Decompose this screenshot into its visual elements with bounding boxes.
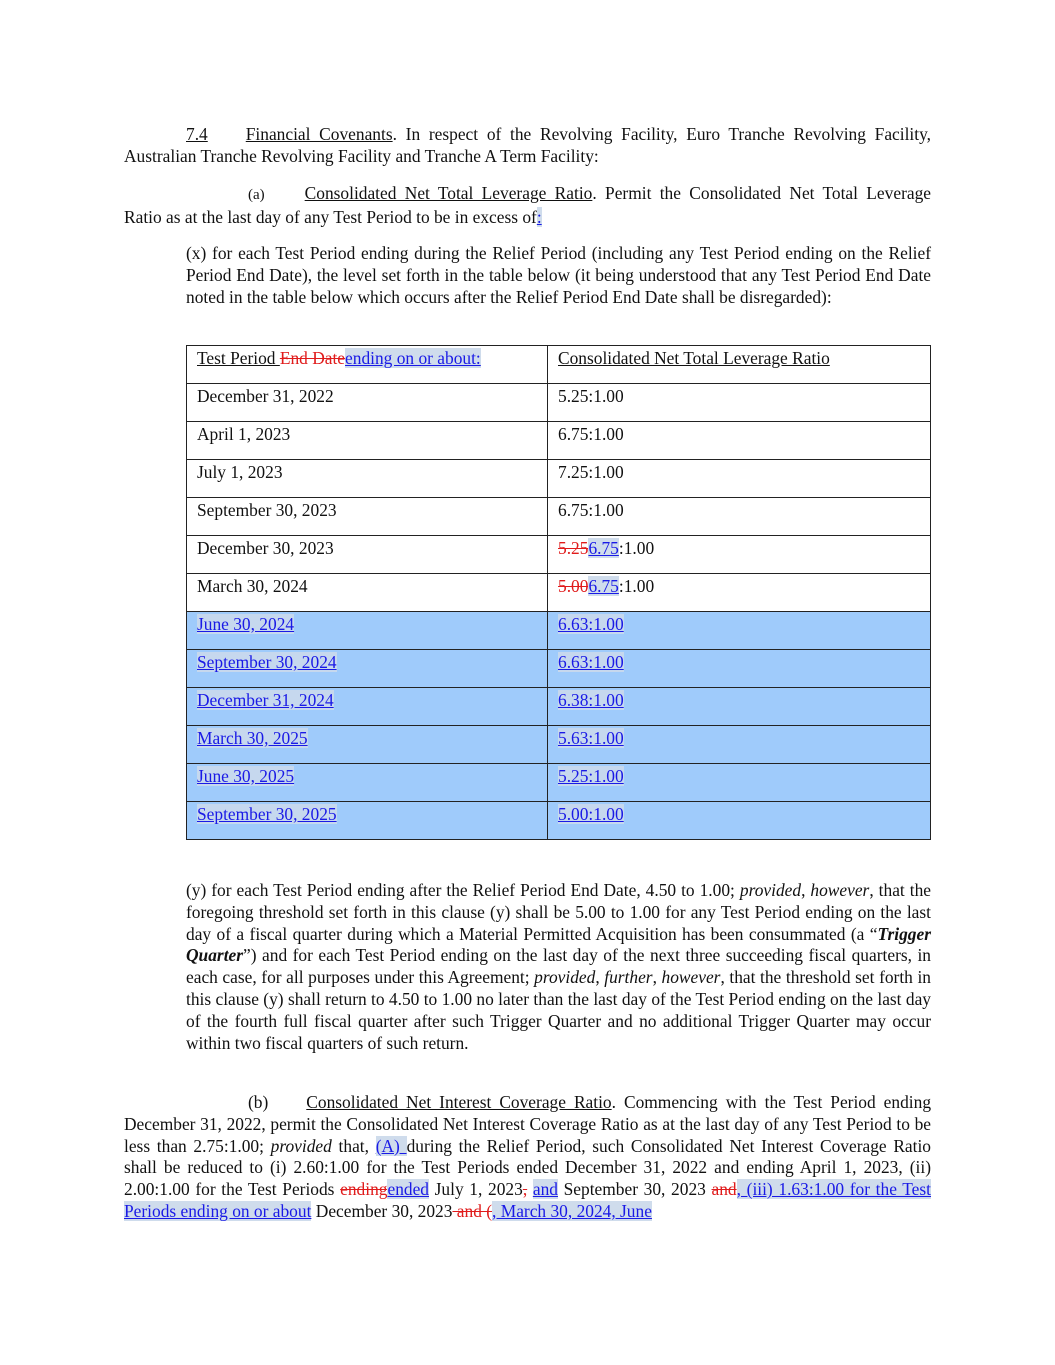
clause-b-deleted-ending: ending [340, 1179, 388, 1200]
section-intro: . In respect of the Revolving Facility, Euro Tranche Revolving Facility, Australian Tranche Revolving Facility and Tranche A Term Facility: [124, 124, 931, 166]
section-7-4-paragraph [124, 124, 931, 168]
clause-b-inserted-tail: , March 30, 2024, June [492, 1200, 652, 1221]
table-header-row [187, 346, 931, 384]
row-date [187, 802, 548, 840]
row-ratio: 6.75:1.00 [548, 422, 931, 460]
clause-y-however: however [810, 880, 870, 900]
clause-b-title: Consolidated Net Interest Coverage Ratio [306, 1092, 612, 1112]
row-ratio: 6.75:1.00 [548, 498, 931, 536]
row-date: September 30, 2023 [187, 498, 548, 536]
table-row-inserted [187, 764, 931, 802]
clause-b-text-4: July 1, 2023 [429, 1179, 523, 1200]
clause-y-further: further [604, 967, 653, 988]
clause-a-paragraph [124, 183, 931, 229]
row-date [187, 650, 548, 688]
inserted-date: March 30, 2025 [197, 728, 308, 748]
clause-y-comma-2: , [595, 967, 605, 988]
inserted-date: September 30, 2024 [197, 652, 337, 672]
clause-y-comma-1: , [801, 880, 811, 900]
table-row [187, 384, 931, 422]
clause-y-text-2: , that the foregoing threshold set forth in this clause (y) shall be 5.00 to 1.00 for any Test Period ending on the last day of a fiscal quarter during which a Material Permitted Acquisition has been consummated (a “ [186, 880, 931, 944]
clause-b-inserted-and: and [532, 1179, 558, 1200]
row-ratio [548, 726, 931, 764]
header-ratio-label: Consolidated Net Total Leverage Ratio [558, 348, 830, 368]
clause-b-inserted-ended: ended [387, 1179, 429, 1200]
row-ratio [548, 802, 931, 840]
ratio-deleted: 5.25 [558, 538, 589, 558]
ratio-inserted: 6.75 [588, 576, 619, 596]
inserted-ratio: 5.00:1.00 [558, 804, 624, 824]
clause-y-text-3: ”) and for each Test Period ending on the last day of the next three succeeding fiscal quarters, in each case, for all purposes under this Agreement; [186, 945, 931, 988]
clause-y-provided: provided [739, 880, 802, 900]
clause-b-inserted-a: (A) [375, 1135, 407, 1156]
table-header-test-period [187, 346, 548, 384]
leverage-ratio-table [186, 345, 931, 840]
table-row-inserted [187, 612, 931, 650]
clause-b-text-6: September 30, 2023 [557, 1179, 706, 1200]
row-date: December 31, 2022 [187, 384, 548, 422]
row-date: July 1, 2023 [187, 460, 548, 498]
clause-a-text: . Permit the Consolidated Net Total Leverage Ratio as at the last day of any Test Period to be in excess of [124, 183, 931, 227]
clause-b-provided: provided [270, 1135, 332, 1156]
inserted-date: September 30, 2025 [197, 804, 337, 824]
inserted-ratio: 5.63:1.00 [558, 728, 624, 748]
row-ratio [548, 574, 931, 612]
clause-y-provided-2: provided [534, 967, 596, 988]
clause-b-text-7: December 30, 2023 [311, 1200, 453, 1221]
header-inserted-text: ending on or about: [345, 348, 481, 368]
inserted-ratio: 5.25:1.00 [558, 766, 624, 786]
clause-y-text-4: , that the threshold set forth in this clause (y) shall return to 4.50 to 1.00 no later than the last day of the Test Period ending on the last day of the fourth full fiscal quarter after such Trigger Quarter and no additional Trigger Quarter may occur within two fiscal quarters of such return. [186, 967, 931, 1053]
inserted-date: June 30, 2025 [197, 766, 295, 786]
clause-b-text-1: . Commencing with the Test Period ending December 31, 2022, permit the Consolidated Net Interest Coverage Ratio as at the last day of any Test Period to be less than 2.75:1.00; [124, 1092, 932, 1156]
clause-b-paragraph [124, 1092, 931, 1223]
inserted-ratio: 6.63:1.00 [558, 614, 624, 634]
row-date [187, 612, 548, 650]
clause-y-trigger-quarter: Trigger Quarter [186, 923, 931, 966]
row-date [187, 688, 548, 726]
ratio-suffix: :1.00 [618, 538, 655, 558]
header-deleted-text: End Date [279, 348, 346, 368]
row-date [187, 726, 548, 764]
inserted-ratio: 6.38:1.00 [558, 690, 624, 710]
inserted-date: December 31, 2024 [197, 690, 334, 710]
clause-b-text-2: that, [331, 1135, 376, 1156]
row-ratio: 5.25:1.00 [548, 384, 931, 422]
table-row-inserted [187, 650, 931, 688]
clause-b-label: (b) [248, 1092, 269, 1112]
header-prefix: Test Period [197, 348, 280, 368]
row-ratio [548, 764, 931, 802]
clause-y-however-2: however [661, 967, 721, 988]
clause-b-inserted-iii: , (iii) 1.63:1.00 for the Test Periods ending on or about [124, 1179, 932, 1221]
row-date: March 30, 2024 [187, 574, 548, 612]
clause-b-deleted-and: and [711, 1179, 737, 1200]
clause-b-deleted-comma: , [522, 1179, 528, 1200]
ratio-suffix: :1.00 [618, 576, 655, 596]
clause-a-label: (a) [248, 187, 265, 203]
table-row-inserted [187, 802, 931, 840]
row-date: April 1, 2023 [187, 422, 548, 460]
clause-b-text-5 [527, 1179, 533, 1199]
ratio-inserted: 6.75 [588, 538, 619, 558]
clause-x-paragraph: (x) for each Test Period ending during the Relief Period (including any Test Period ending on the Relief Period End Date), the level set forth in the table below (it being understood that any Test Period End Date noted in the table below which occurs after the Relief Period End Date shall be disregarded): [186, 243, 931, 307]
row-date [187, 764, 548, 802]
table-row-inserted [187, 688, 931, 726]
row-ratio [548, 688, 931, 726]
clause-a-title: Consolidated Net Total Leverage Ratio [304, 183, 593, 203]
clause-a-inserted-colon: : [536, 206, 542, 227]
row-date: December 30, 2023 [187, 536, 548, 574]
row-ratio [548, 536, 931, 574]
clause-y-comma-3: , [652, 967, 662, 988]
table-header-ratio [548, 346, 931, 384]
table-row [187, 460, 931, 498]
table-row [187, 536, 931, 574]
section-title: Financial Covenants [245, 124, 393, 144]
table-row-inserted [187, 726, 931, 764]
section-number: 7.4 [186, 124, 208, 144]
table-row [187, 498, 931, 536]
ratio-deleted: 5.00 [558, 576, 589, 596]
clause-b-text-3: during the Relief Period, such Consolidated Net Interest Coverage Ratio shall be reduced to (i) 2.60:1.00 for the Test Periods ended December 31, 2022 and ending April 1, 2023, (ii) 2.00:1.00 for the Test Periods [124, 1135, 932, 1200]
table-row [187, 422, 931, 460]
clause-y-text-1: (y) for each Test Period ending after the Relief Period End Date, 4.50 to 1.00; [186, 880, 740, 900]
clause-b-deleted-and-2: and ( [452, 1200, 493, 1221]
row-ratio: 7.25:1.00 [548, 460, 931, 498]
row-ratio [548, 612, 931, 650]
table-row [187, 574, 931, 612]
inserted-ratio: 6.63:1.00 [558, 652, 624, 672]
clause-y-paragraph [186, 880, 931, 1054]
inserted-date: June 30, 2024 [197, 614, 295, 634]
row-ratio [548, 650, 931, 688]
